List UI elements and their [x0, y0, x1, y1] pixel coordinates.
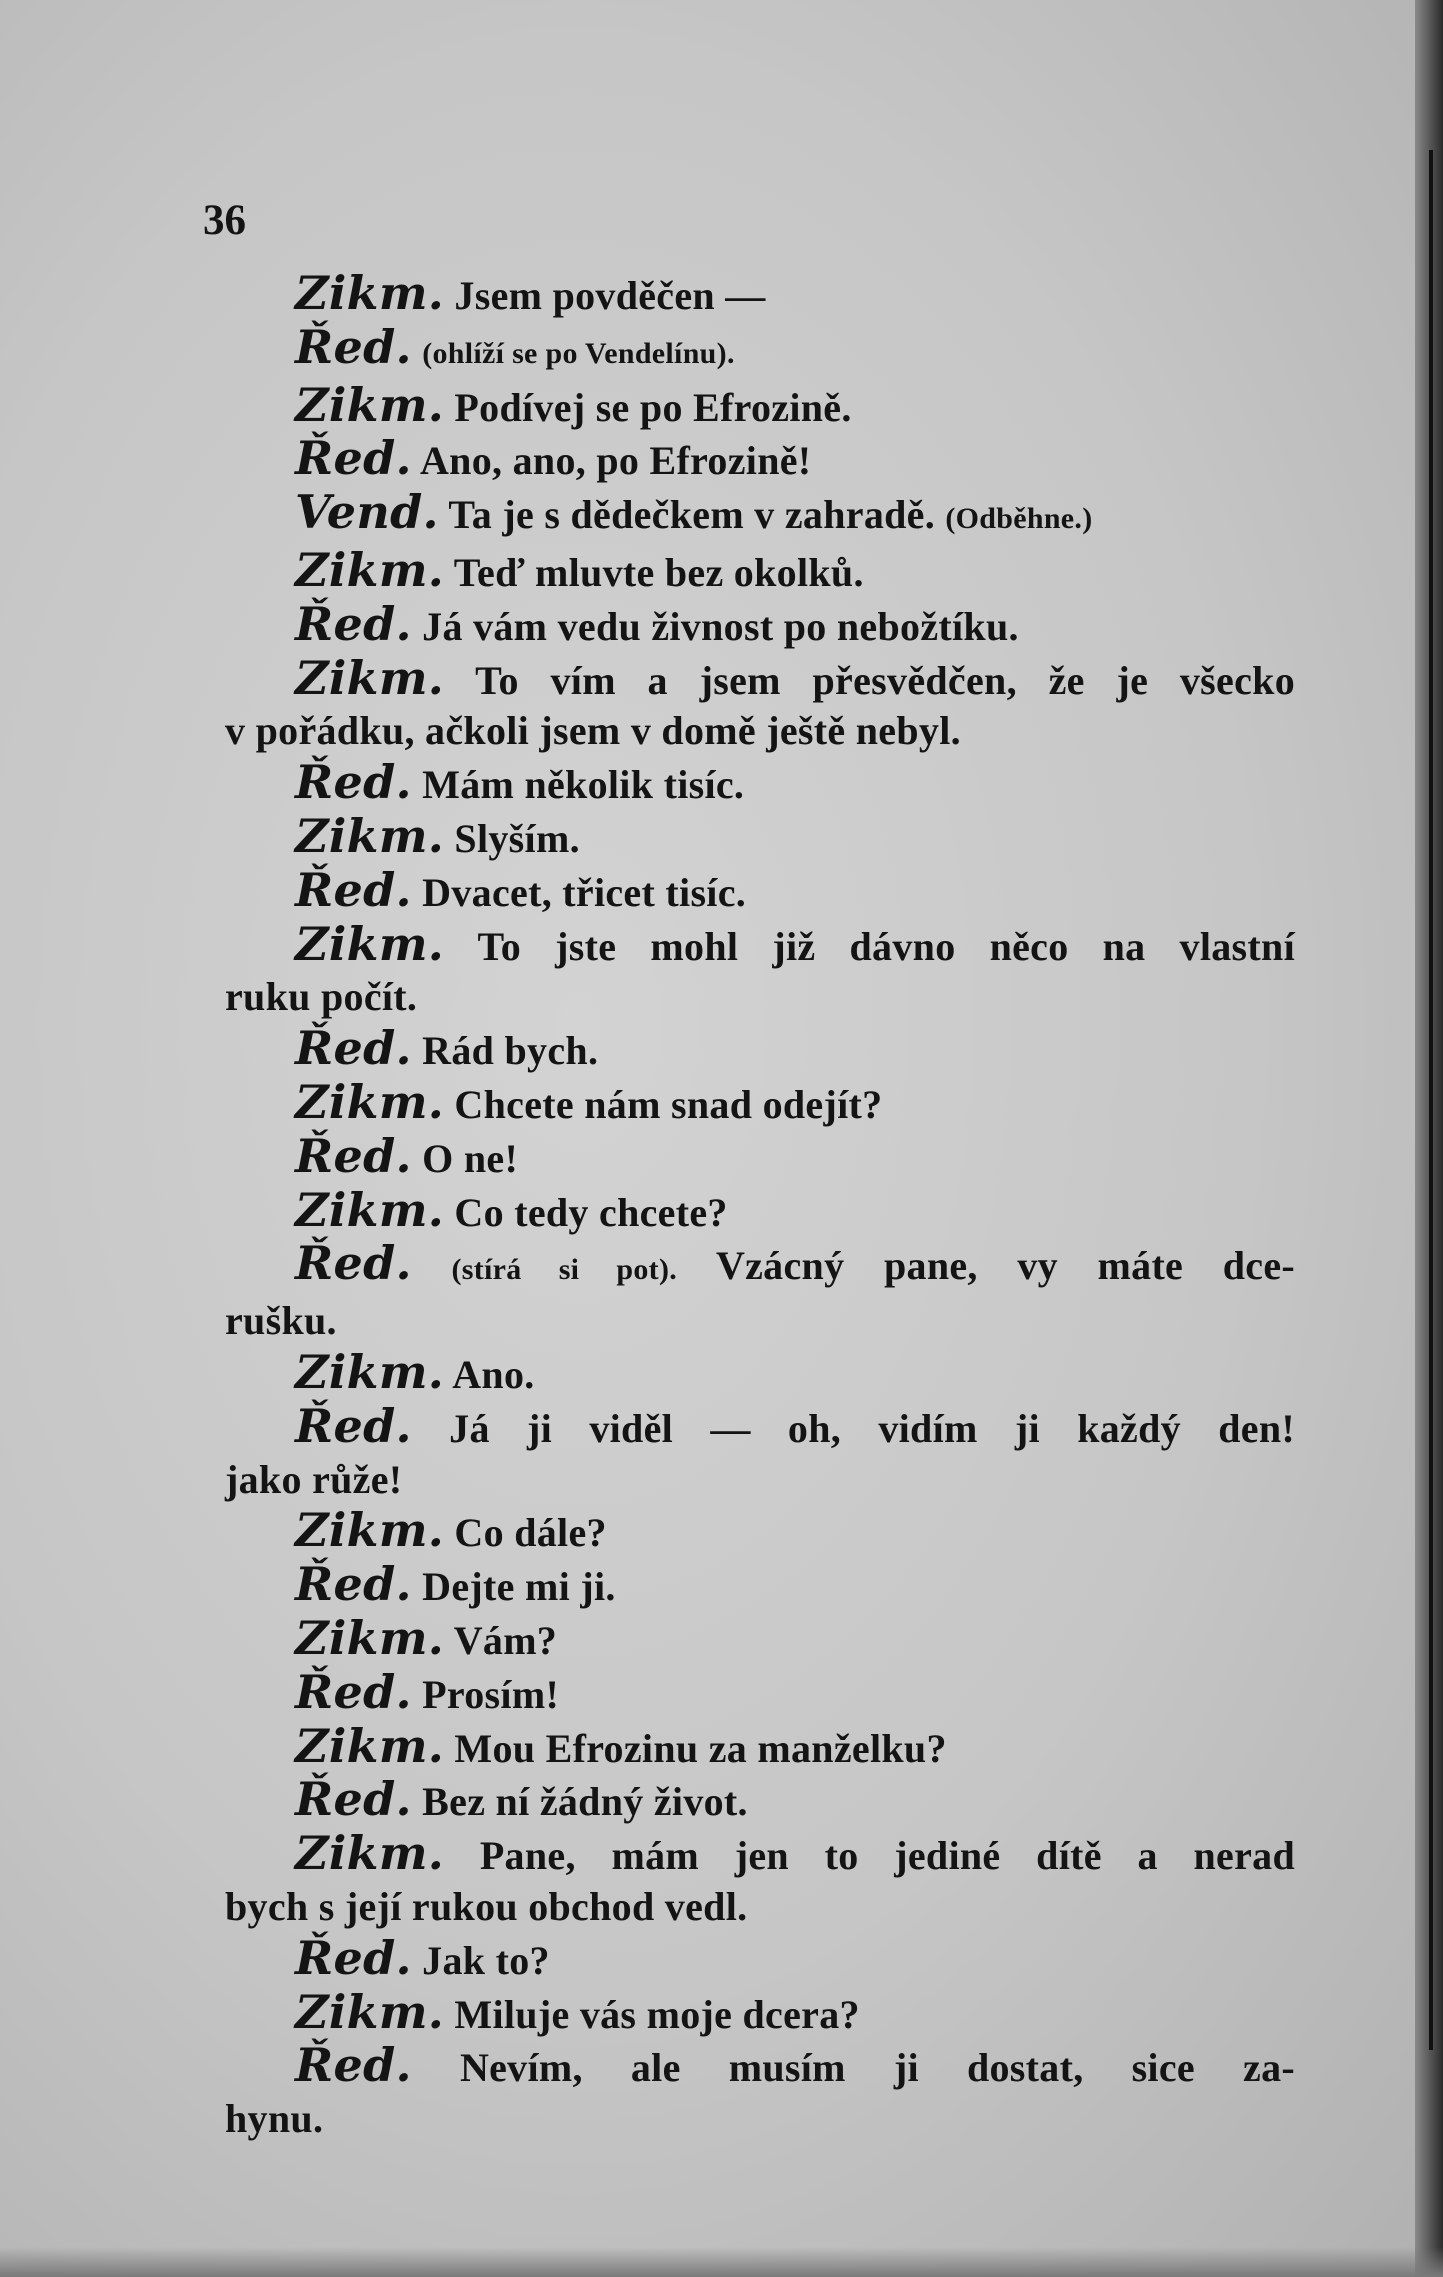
dialogue-line	[225, 1238, 1295, 1296]
speaker-name: Zikm.	[295, 1718, 445, 1773]
dialogue-line	[225, 1718, 1295, 1775]
line-text: Dejte mi ji.	[411, 1564, 616, 1610]
dialogue-line	[225, 757, 1295, 811]
dialogue-line	[225, 916, 1295, 973]
speaker-name: Zikm.	[295, 1344, 445, 1399]
speaker-name: Řed.	[295, 1128, 412, 1183]
line-text: Prosím!	[411, 1671, 560, 1717]
line-text: Bez ní žádný život.	[411, 1779, 748, 1825]
line-text: Ano, ano, po Efrozině!	[411, 438, 812, 484]
line-text: O ne!	[411, 1135, 519, 1181]
line-text: rušku.	[225, 1298, 337, 1344]
dialogue-line	[225, 862, 1295, 919]
dialogue-line	[225, 2040, 1295, 2094]
stage-direction: (ohlíží se po Vendelínu).	[422, 336, 735, 370]
speaker-name: Zikm.	[295, 1984, 445, 2039]
dialogue-line	[225, 1128, 1295, 1185]
line-text: Chcete nám snad odejít?	[444, 1081, 883, 1127]
stage-direction: (Odběhne.)	[945, 502, 1093, 536]
continuation-line	[225, 1455, 1295, 1506]
line-text: ruku počít.	[225, 974, 418, 1020]
speaker-name: Zikm.	[295, 916, 445, 971]
line-text	[412, 1243, 452, 1288]
dialogue-line	[225, 1182, 1295, 1239]
stage-direction: (stírá si pot).	[451, 1253, 678, 1287]
dialogue-line	[225, 319, 1295, 380]
line-text: Já vám vedu živnost po nebožtíku.	[411, 603, 1019, 649]
page-number: 36	[203, 197, 246, 244]
line-text: Slyším.	[444, 815, 580, 861]
speaker-name: Zikm.	[295, 1182, 445, 1237]
speaker-name: Zikm.	[295, 650, 445, 705]
line-text: jako růže!	[225, 1456, 403, 1502]
dialogue-line	[225, 377, 1295, 434]
line-text: v pořádku, ačkoli jsem v domě ještě nebyl.	[225, 708, 961, 754]
dialogue-line	[225, 487, 1295, 545]
line-text: Dvacet, třicet tisíc.	[411, 869, 747, 915]
line-text: Teď mluvte bez okolků.	[444, 549, 864, 595]
line-text: Jak to?	[411, 1937, 550, 1983]
speaker-name: Zikm.	[295, 808, 445, 863]
speaker-name: Řed.	[295, 1664, 412, 1719]
line-text: Nevím, ale musím ji dostat, sice za-	[411, 2045, 1295, 2091]
dialogue-line	[225, 1930, 1295, 1987]
dialogue-line	[225, 808, 1295, 865]
line-text: Podívej se po Efrozině.	[444, 384, 852, 430]
speaker-name: Řed.	[295, 319, 412, 374]
line-text: To jste mohl již dávno něco na vlastní	[444, 923, 1295, 969]
dialogue-line	[225, 1774, 1295, 1828]
line-text	[412, 327, 422, 372]
dialogue-line	[225, 1559, 1295, 1613]
continuation-line	[225, 2094, 1295, 2145]
line-text: Mou Efrozinu za manželku?	[444, 1725, 947, 1771]
speaker-name: Vend.	[295, 485, 439, 540]
line-text: Ta je s dědečkem v zahradě.	[438, 492, 946, 538]
dialogue-text	[225, 268, 1295, 2145]
line-text: Co dále?	[444, 1510, 607, 1556]
dialogue-line	[225, 1344, 1295, 1401]
speaker-name: Řed.	[295, 596, 412, 651]
speaker-name: Řed.	[295, 862, 412, 917]
dialogue-line	[225, 542, 1295, 599]
speaker-name: Zikm.	[295, 1610, 445, 1665]
speaker-name: Zikm.	[295, 377, 445, 432]
dialogue-line	[225, 1505, 1295, 1559]
line-text: To vím a jsem přesvědčen, že je všecko	[444, 657, 1295, 703]
dialogue-line	[225, 1664, 1295, 1721]
dialogue-line	[225, 596, 1295, 653]
dialogue-line	[225, 1828, 1295, 1882]
dialogue-line	[225, 1984, 1295, 2041]
line-text: Vám?	[444, 1617, 558, 1663]
speaker-name: Řed.	[295, 1557, 412, 1612]
page-bottom-shadow	[0, 2247, 1443, 2277]
speaker-name: Řed.	[295, 755, 412, 810]
speaker-name: Řed.	[295, 1236, 412, 1291]
dialogue-line	[225, 433, 1295, 487]
line-text: Co tedy chcete?	[444, 1189, 728, 1235]
dialogue-line	[225, 650, 1295, 707]
speaker-name: Zikm.	[295, 1826, 445, 1881]
line-text: Mám několik tisíc.	[411, 762, 745, 808]
speaker-name: Zikm.	[295, 1503, 445, 1558]
dialogue-line	[225, 1074, 1295, 1131]
continuation-line	[225, 972, 1295, 1023]
speaker-name: Řed.	[295, 1398, 412, 1453]
speaker-name: Řed.	[295, 1021, 412, 1076]
speaker-name: Řed.	[295, 2038, 412, 2093]
dialogue-line	[225, 1023, 1295, 1077]
dialogue-line	[225, 268, 1295, 322]
line-text: Rád bych.	[411, 1028, 599, 1074]
line-text: Jsem povděčen —	[444, 273, 766, 318]
dialogue-line	[225, 1610, 1295, 1667]
speaker-name: Řed.	[295, 1772, 412, 1827]
speaker-name: Řed.	[295, 431, 412, 486]
continuation-line	[225, 1882, 1295, 1933]
continuation-line	[225, 1296, 1295, 1347]
speaker-name: Řed.	[295, 1930, 412, 1985]
line-text: Pane, mám jen to jediné dítě a nerad	[444, 1833, 1295, 1879]
continuation-line	[225, 706, 1295, 757]
line-text: Miluje vás moje dcera?	[444, 1991, 860, 2037]
line-text-after: Vzácný pane, vy máte dce-	[677, 1243, 1295, 1289]
line-text: bych s její rukou obchod vedl.	[225, 1883, 748, 1929]
speaker-name: Zikm.	[295, 266, 445, 320]
line-text: Ano.	[444, 1351, 535, 1397]
dialogue-line	[225, 1398, 1295, 1455]
line-text: hynu.	[225, 2096, 324, 2142]
line-text: Já ji viděl — oh, vidím ji každý den!	[411, 1405, 1295, 1451]
speaker-name: Zikm.	[295, 1074, 445, 1129]
speaker-name: Zikm.	[295, 542, 445, 597]
page-edge-rule	[1429, 150, 1433, 2050]
